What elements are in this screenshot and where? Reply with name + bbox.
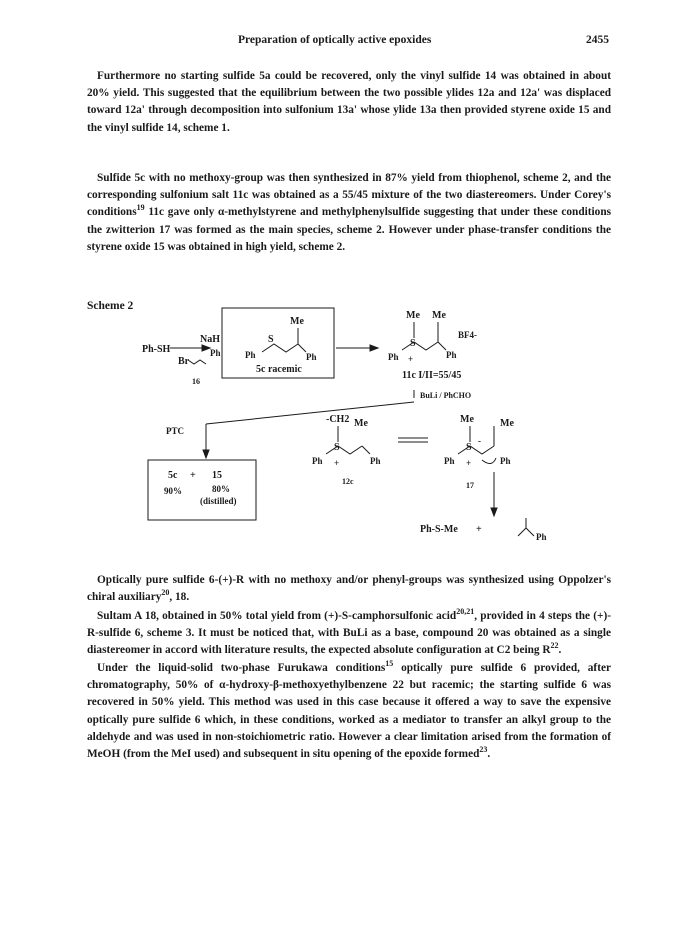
compound-5c-label: 5c racemic: [256, 364, 302, 375]
box-5c-label: 5c: [168, 470, 178, 481]
ph-sh-label: Ph-SH: [142, 344, 171, 355]
paragraph-2: Sulfide 5c with no methoxy-group was then synthesized in 87% yield from thiophenol, scheme 2, and the corresponding sulfonium salt 11c was obtained as a 55/45 mixture of the two diastereomers. Under Corey's conditions$^{19}$ 11c gave only α-methylstyrene and methylphenylsulfide suggesting that under these conditions the zwitterion 17 was formed as the main species, scheme 2. However under phase-transfer conditions the styrene oxide 15 was obtained in high yield, scheme 2.: [87, 172, 611, 253]
compound-16-label: 16: [192, 377, 200, 386]
citation: 19: [136, 203, 145, 213]
distilled-label: (distilled): [200, 496, 237, 506]
citation: 20,21: [456, 607, 475, 617]
compound-17-label: 17: [466, 481, 474, 490]
paragraph-4: Sultam A 18, obtained in 50% total yield from (+)-S-camphorsulfonic acid$^{20,21}$, provided in 4 steps the (+)-R-sulfide 6, scheme 3. It must be noticed that, with BuLi as a base, compound 20 was obtained as a single diastereomer in accord with literature results, the expected absolute configuration at C2 being $R^{22}$.: [87, 607, 611, 657]
diagonal-line: [206, 402, 414, 424]
bond-product: [518, 528, 534, 536]
ph-label: Ph: [388, 352, 399, 362]
ptc-label: PTC: [166, 426, 184, 436]
charge-plus: +: [466, 458, 472, 468]
s-label: S: [334, 442, 340, 453]
box-15-label: 15: [212, 470, 222, 481]
bond-17: [458, 446, 494, 454]
citation: 20: [161, 588, 170, 598]
paragraph-5: Under the liquid-solid two-phase Furukawa conditions$^{15}$ optically pure sulfide 6 provided, after chromatography, 50% of α-hydroxy-β-methoxyethylbenzene 22 but racemic; the starting sulfide 6 was recovered in 50% yield. This method was used in this case because it offered a way to save the expensive optically pure sulfide 6 which, in these conditions, worked as a mediator to transfer an alkyl group to the aldehyde and was used in non-stoichiometric ratio. However a clear limitation arised from the formation of MeOH (from the MeI used) and subsequent in situ opening of the epoxide formed$^{23}$.: [87, 659, 611, 761]
buli-reagent-label: BuLi / PhCHO: [420, 391, 472, 400]
yield-80-label: 80%: [212, 484, 230, 494]
yield-90-label: 90%: [164, 486, 182, 496]
curly-arrow: [482, 458, 496, 464]
citation: 15: [385, 659, 394, 669]
s-label: S: [466, 442, 472, 453]
ch2-label: -CH2: [326, 414, 350, 425]
box-plus: +: [190, 470, 196, 481]
me-label: Me: [354, 418, 368, 429]
ph-label: Ph: [370, 456, 381, 466]
page-number: 2455: [586, 34, 609, 46]
ph-label: Ph: [312, 456, 323, 466]
bf4-label: BF4-: [458, 330, 477, 340]
citation: 22: [550, 641, 559, 651]
bond-5c: [262, 344, 298, 352]
br-label: Br: [178, 356, 190, 367]
compound-11c-label: 11c I/II=55/45: [402, 370, 462, 381]
ph-label: Ph: [210, 348, 221, 358]
citation: 23: [479, 745, 488, 755]
compound-12c-label: 12c: [342, 477, 354, 486]
ph-label: Ph: [446, 350, 457, 360]
reaction-scheme: [130, 300, 570, 550]
bond-11c: [402, 342, 438, 350]
charge-plus: +: [334, 458, 340, 468]
s-label: S: [410, 338, 416, 349]
product-phsme-label: Ph-S-Me: [420, 524, 458, 535]
s-label: S: [268, 334, 274, 345]
ph-label: Ph: [306, 352, 317, 362]
ph-label: Ph: [536, 532, 547, 542]
scheme-label: Scheme 2: [87, 300, 134, 312]
paragraph-3: Optically pure sulfide 6-(+)-R with no methoxy and/or phenyl-groups was synthesized using Oppolzer's chiral auxiliary$^{20}$, 18.: [87, 574, 611, 604]
ph-label: Ph: [444, 456, 455, 466]
charge-plus: +: [408, 354, 414, 364]
charge-minus: -: [478, 436, 481, 446]
nah-label: NaH: [200, 334, 220, 345]
arrow-head: [202, 345, 210, 351]
bromide-chain: [188, 360, 206, 364]
me-label: Me: [406, 310, 420, 321]
paragraph-1: Furthermore no starting sulfide 5a could be recovered, only the vinyl sulfide 14 was obtained in about 20% yield. This suggested that the equilibrium between the two possible ylides 12a and 12a' was displaced toward 12a' through decomposition into sulfonium 13a' whose ylide 13a then provided styrene oxide 15 and the vinyl sulfide 14, scheme 1.: [87, 70, 611, 134]
product-plus: +: [476, 524, 482, 535]
ph-label: Ph: [500, 456, 511, 466]
bond-12c: [326, 446, 362, 454]
me-label: Me: [290, 316, 304, 327]
me-label: Me: [432, 310, 446, 321]
me-label: Me: [500, 418, 514, 429]
ph-label: Ph: [245, 350, 256, 360]
running-title: Preparation of optically active epoxides: [238, 34, 432, 46]
me-label: Me: [460, 414, 474, 425]
